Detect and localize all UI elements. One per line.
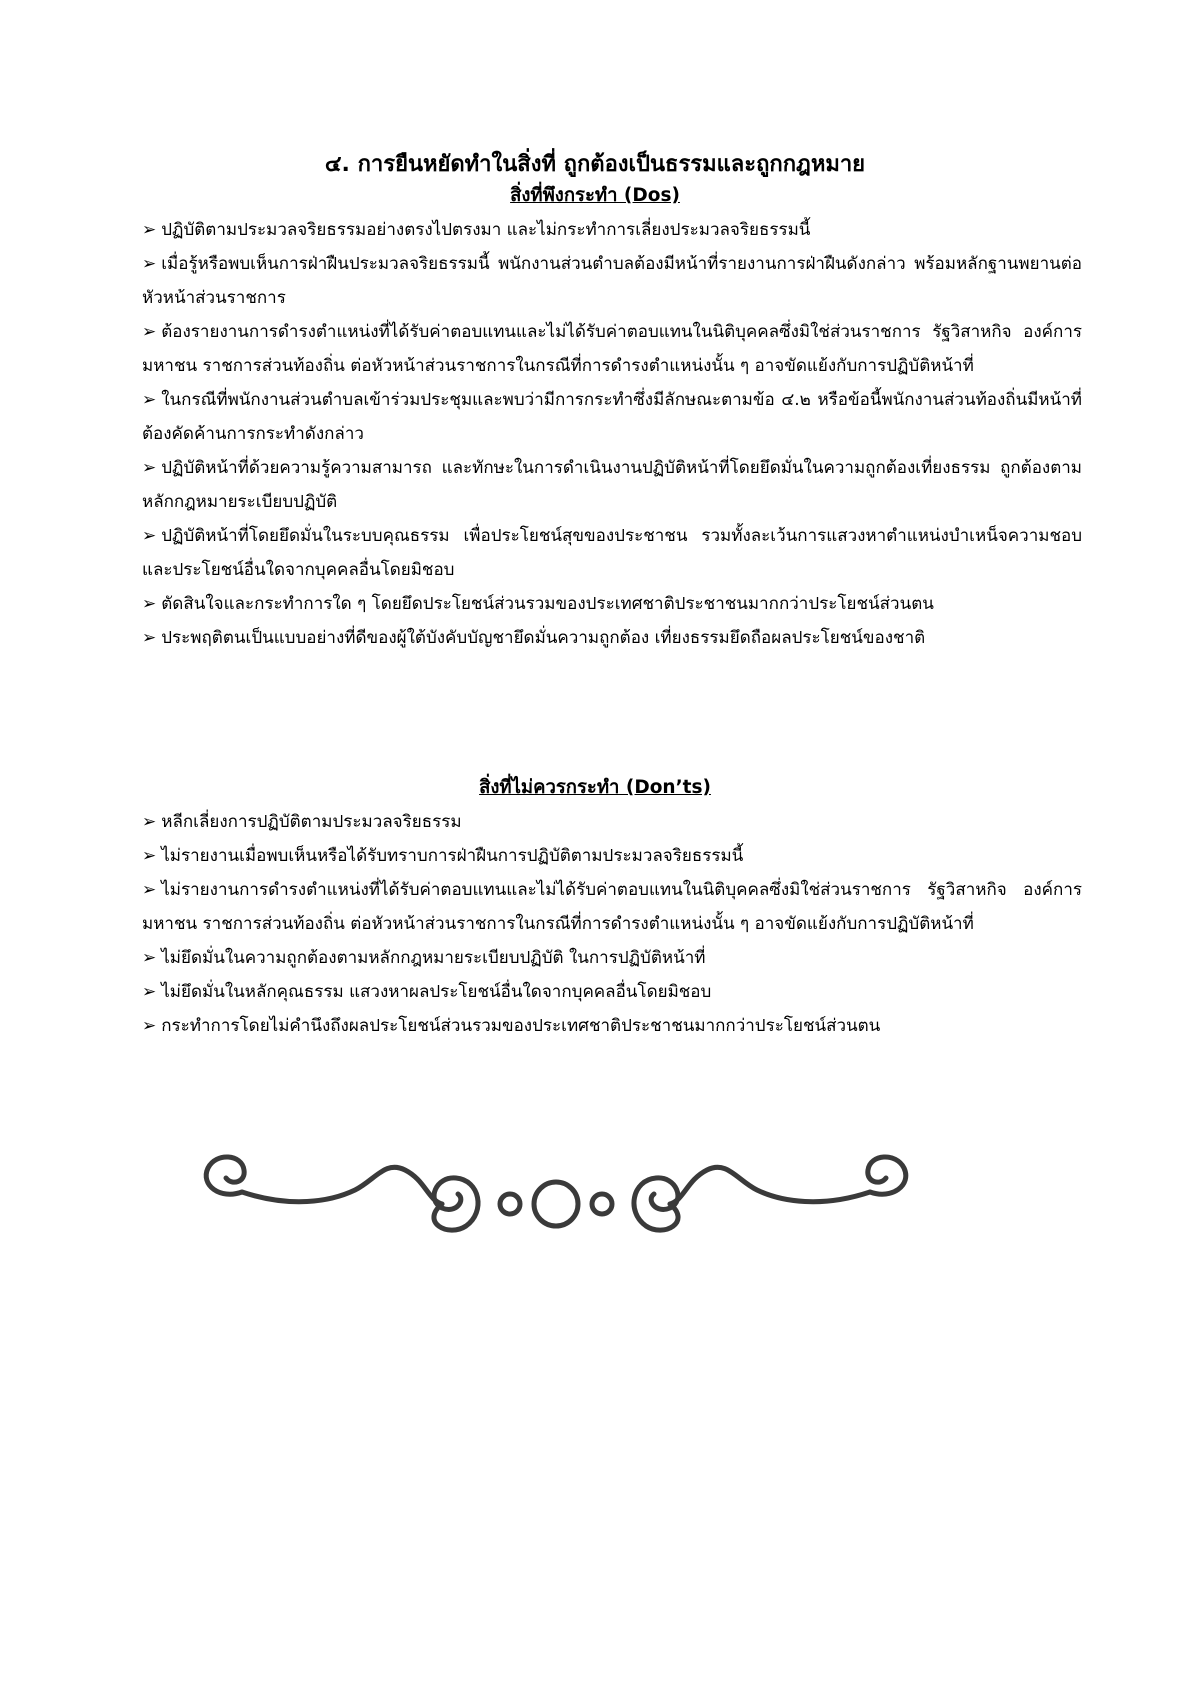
list-item-text: ประพฤติตนเป็นแบบอย่างที่ดีของผู้ใต้บังคับบัญชายึดมั่นความถูกต้อง เที่ยงธรรมยึดถือผลประโยชน์ของชาติ	[161, 628, 926, 648]
arrowhead-bullet-icon: ➢	[142, 458, 157, 478]
donts-list	[142, 805, 1082, 1043]
list-item	[142, 587, 1082, 621]
arrowhead-bullet-icon: ➢	[142, 982, 157, 1002]
list-item	[142, 975, 1082, 1009]
dos-heading	[0, 181, 1190, 211]
list-item	[142, 247, 1082, 315]
list-item	[142, 451, 1082, 519]
page-title: ๔. การยืนหยัดทำในสิ่งที่ ถูกต้องเป็นธรรมและถูกกฎหมาย	[324, 152, 866, 177]
arrowhead-bullet-icon: ➢	[142, 628, 157, 648]
list-item-text: เมื่อรู้หรือพบเห็นการฝ่าฝืนประมวลจริยธรรมนี้ พนักงานส่วนตำบลต้องมีหน้าที่รายงานการฝ่าฝืนดังกล่าว พร้อมหลักฐานพยานต่อหัวหน้าส่วนราชการ	[142, 254, 1082, 308]
list-item	[142, 315, 1082, 383]
list-item	[142, 941, 1082, 975]
list-item	[142, 519, 1082, 587]
list-item-text: ปฏิบัติหน้าที่ด้วยความรู้ความสามารถ และทักษะในการดำเนินงานปฏิบัติหน้าที่โดยยึดมั่นในความถูกต้องเที่ยงธรรม ถูกต้องตามหลักกฎหมายระเบียบปฏิบัติ	[142, 458, 1082, 512]
donts-heading-text: สิ่งที่ไม่ควรกระทำ (Don’ts)	[479, 777, 711, 798]
arrowhead-bullet-icon: ➢	[142, 948, 157, 968]
dos-list	[142, 213, 1082, 655]
arrowhead-bullet-icon: ➢	[142, 846, 157, 866]
list-item-text: ไม่ยึดมั่นในความถูกต้องตามหลักกฎหมายระเบียบปฏิบัติ ในการปฏิบัติหน้าที่	[161, 948, 706, 968]
arrowhead-bullet-icon: ➢	[142, 880, 157, 900]
arrowhead-bullet-icon: ➢	[142, 390, 157, 410]
list-item-text: ในกรณีที่พนักงานส่วนตำบลเข้าร่วมประชุมและพบว่ามีการกระทำซึ่งมีลักษณะตามข้อ ๔.๒ หรือข้อนี้พนักงานส่วนท้องถิ่นมีหน้าที่ต้องคัดค้านการกระทำดังกล่าว	[142, 390, 1082, 444]
scroll-flourish-divider-icon	[180, 1130, 1000, 1240]
arrowhead-bullet-icon: ➢	[142, 526, 157, 546]
arrowhead-bullet-icon: ➢	[142, 220, 157, 240]
list-item-text: หลีกเลี่ยงการปฏิบัติตามประมวลจริยธรรม	[161, 812, 462, 832]
arrowhead-bullet-icon: ➢	[142, 322, 157, 342]
list-item	[142, 621, 1082, 655]
arrowhead-bullet-icon: ➢	[142, 594, 157, 614]
list-item	[142, 213, 1082, 247]
list-item-text: ปฏิบัติหน้าที่โดยยึดมั่นในระบบคุณธรรม เพื่อประโยชน์สุขของประชาชน รวมทั้งละเว้นการแสวงหาตำแหน่งบำเหน็จความชอบและประโยชน์อื่นใดจากบุคคลอื่นโดยมิชอบ	[142, 526, 1082, 580]
list-item	[142, 839, 1082, 873]
arrowhead-bullet-icon: ➢	[142, 1016, 157, 1036]
list-item	[142, 873, 1082, 941]
dos-heading-text: สิ่งที่พึงกระทำ (Dos)	[510, 185, 680, 206]
list-item-text: ไม่ยึดมั่นในหลักคุณธรรม แสวงหาผลประโยชน์อื่นใดจากบุคคลอื่นโดยมิชอบ	[161, 982, 712, 1002]
list-item	[142, 383, 1082, 451]
list-item	[142, 805, 1082, 839]
list-item-text: ตัดสินใจและกระทำการใด ๆ โดยยึดประโยชน์ส่วนรวมของประเทศชาติประชาชนมากกว่าประโยชน์ส่วนตน	[161, 594, 934, 614]
list-item-text: กระทำการโดยไม่คำนึงถึงผลประโยชน์ส่วนรวมของประเทศชาติประชาชนมากกว่าประโยชน์ส่วนตน	[161, 1016, 881, 1036]
list-item-text: ไม่รายงานการดำรงตำแหน่งที่ได้รับค่าตอบแทนและไม่ได้รับค่าตอบแทนในนิติบุคคลซึ่งมิใช่ส่วนราชการ รัฐวิสาหกิจ องค์การมหาชน ราชการส่วนท้องถิ่น ต่อหัวหน้าส่วนราชการในกรณีที่การดำรงตำแหน่งนั้น ๆ อาจขัดแย้งกับการปฏิบัติหน้าที่	[142, 880, 1082, 934]
list-item	[142, 1009, 1082, 1043]
list-item-text: ไม่รายงานเมื่อพบเห็นหรือได้รับทราบการฝ่าฝืนการปฏิบัติตามประมวลจริยธรรมนี้	[161, 846, 744, 866]
arrowhead-bullet-icon: ➢	[142, 254, 157, 274]
donts-heading	[0, 773, 1190, 803]
arrowhead-bullet-icon: ➢	[142, 812, 157, 832]
list-item-text: ต้องรายงานการดำรงตำแหน่งที่ได้รับค่าตอบแทนและไม่ได้รับค่าตอบแทนในนิติบุคคลซึ่งมิใช่ส่วนราชการ รัฐวิสาหกิจ องค์การมหาชน ราชการส่วนท้องถิ่น ต่อหัวหน้าส่วนราชการในกรณีที่การดำรงตำแหน่งนั้น ๆ อาจขัดแย้งกับการปฏิบัติหน้าที่	[142, 322, 1082, 376]
list-item-text: ปฏิบัติตามประมวลจริยธรรมอย่างตรงไปตรงมา และไม่กระทำการเลี่ยงประมวลจริยธรรมนี้	[161, 220, 811, 240]
